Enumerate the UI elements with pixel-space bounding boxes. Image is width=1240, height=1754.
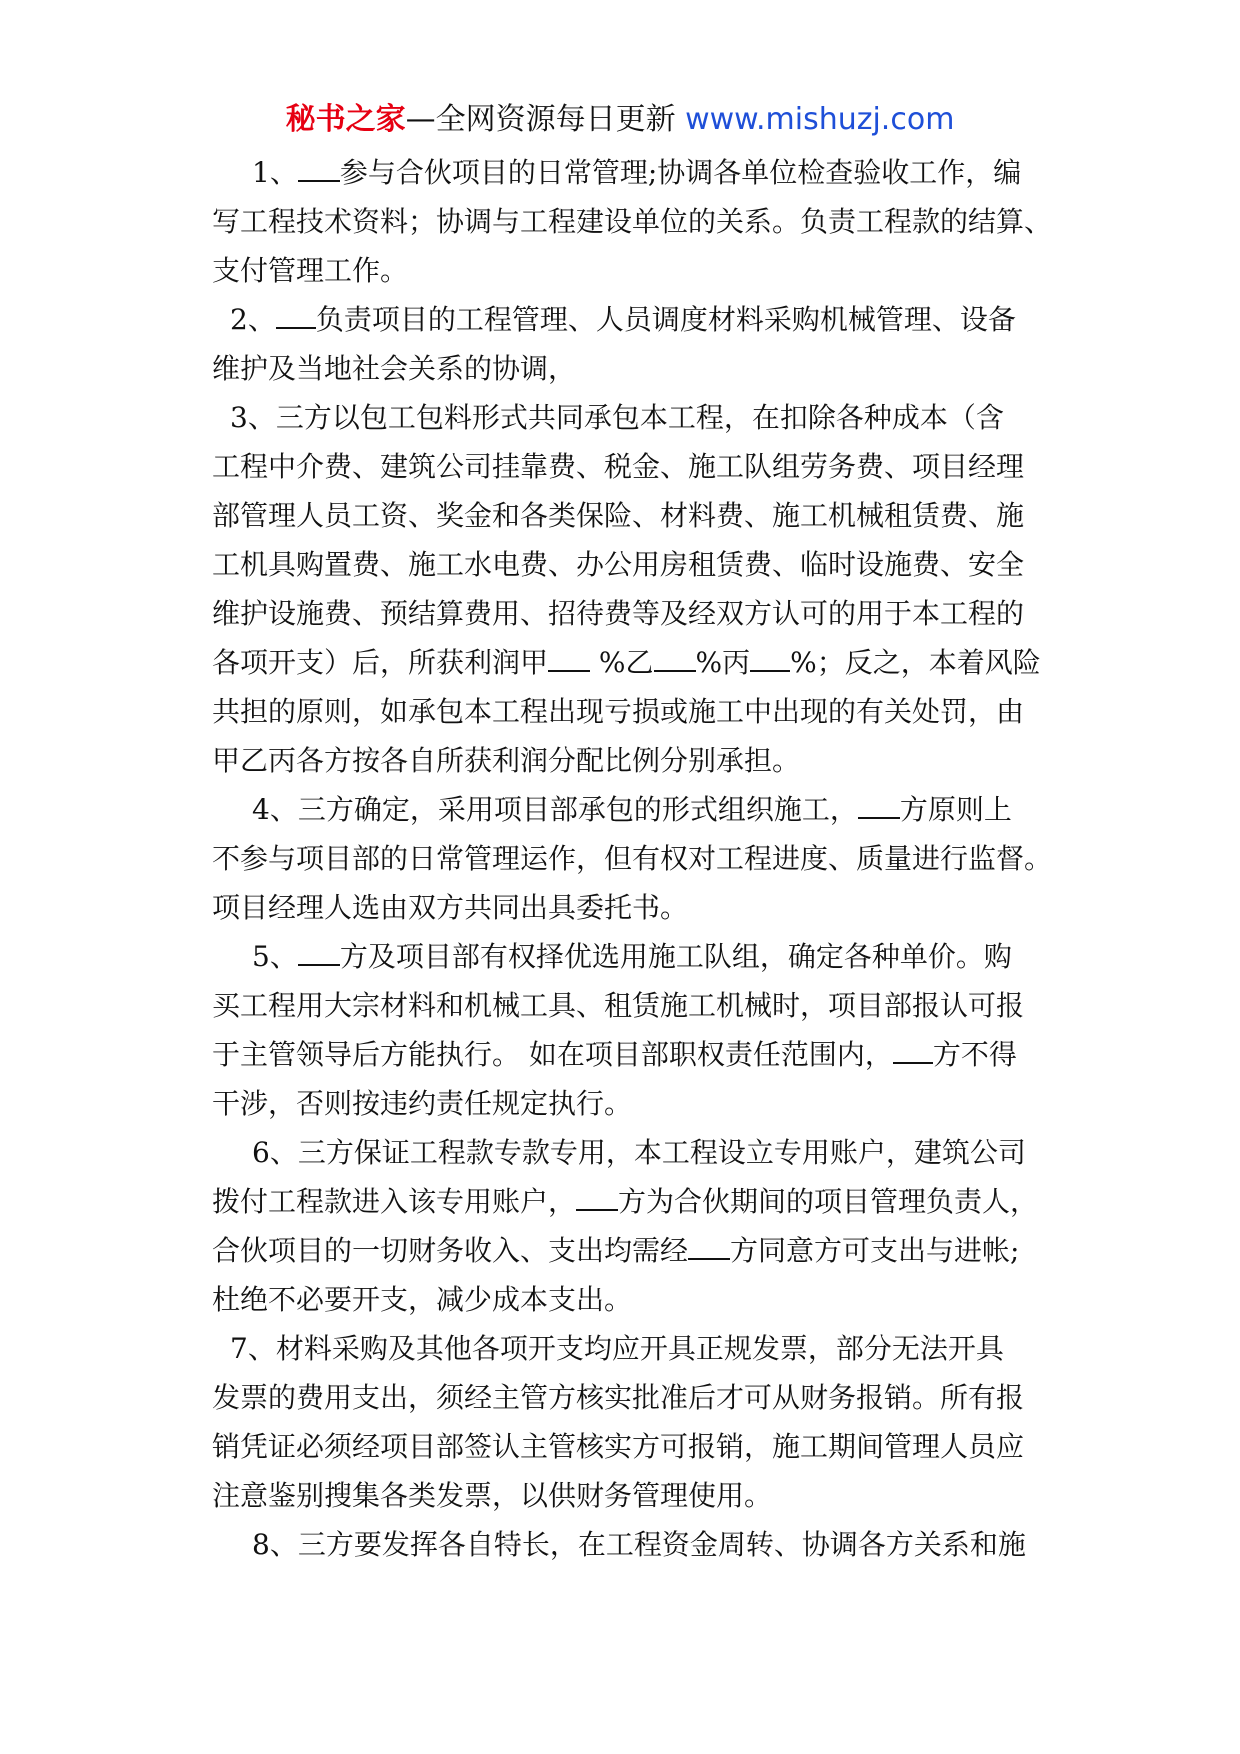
clause-3-line-2: 工程中介费、建筑公司挂靠费、税金、施工队组劳务费、项目经理 xyxy=(212,450,1025,483)
clause-7-line-2: 发票的费用支出，须经主管方核实批准后才可从财务报销。所有报 xyxy=(212,1381,1025,1414)
blank-field xyxy=(298,150,340,182)
clause-3-line-8: 甲乙丙各方按各自所获利润分配比例分别承担。 xyxy=(212,744,801,777)
clause-2-line-1: 2、 负责项目的工程管理、人员调度材料采购机械管理、设备 xyxy=(212,295,1072,344)
clause-1-line-2: 写工程技术资料；协调与工程建设单位的关系。负责工程款的结算、 xyxy=(212,205,1053,238)
clause-6-line-4: 杜绝不必要开支，减少成本支出。 xyxy=(212,1283,633,1316)
clause-5-line-2: 买工程用大宗材料和机械工具、租赁施工机械时，项目部报认可报 xyxy=(212,989,1025,1022)
clause-3-line-1: 3、三方以包工包料形式共同承包本工程，在扣除各种成本（含 xyxy=(230,401,1004,434)
clause-3-line-5: 维护设施费、预结算费用、招待费等及经双方认可的用于本工程的 xyxy=(212,597,1025,630)
clause-5-line-3: 于主管领导后方能执行。 如在项目部职权责任范围内， 方不得 xyxy=(212,1030,1072,1079)
clause-4-line-1: 4、三方确定，采用项目部承包的形式组织施工， 方原则上 xyxy=(212,785,1072,834)
clause-8-line-1: 8、三方要发挥各自特长，在工程资金周转、协调各方关系和施 xyxy=(252,1528,1026,1561)
clause-7-line-4: 注意鉴别搜集各类发票，以供财务管理使用。 xyxy=(212,1479,773,1512)
blank-field xyxy=(298,934,340,966)
clause-6-line-1: 6、三方保证工程款专款专用，本工程设立专用账户，建筑公司 xyxy=(252,1136,1026,1169)
clause-1-line-1: 1、 参与合伙项目的日常管理;协调各单位检查验收工作，编 xyxy=(212,148,1072,197)
blank-field xyxy=(858,787,900,819)
blank-field xyxy=(654,640,696,672)
site-slogan: —全网资源每日更新 xyxy=(405,102,676,137)
clause-3-line-7: 共担的原则，如承包本工程出现亏损或施工中出现的有关处罚，由 xyxy=(212,695,1025,728)
clause-3-line-3: 部管理人员工资、奖金和各类保险、材料费、施工机械租赁费、施 xyxy=(212,499,1025,532)
site-header xyxy=(0,100,1240,140)
clause-5-line-4: 干涉，否则按违约责任规定执行。 xyxy=(212,1087,633,1120)
blank-field xyxy=(276,297,316,329)
document-body xyxy=(212,148,1072,1569)
clause-6-line-2: 拨付工程款进入该专用账户， 方为合伙期间的项目管理负责人， xyxy=(212,1177,1072,1226)
site-brand: 秘书之家 xyxy=(285,102,406,137)
site-url-link[interactable]: www.mishuzj.com xyxy=(675,102,955,137)
clause-2-line-2: 维护及当地社会关系的协调， xyxy=(212,352,577,385)
clause-7-line-1: 7、材料采购及其他各项开支均应开具正规发票，部分无法开具 xyxy=(230,1332,1004,1365)
clause-3-line-6: 各项开支）后，所获利润甲 %乙 %丙 %；反之，本着风险 xyxy=(212,638,1072,687)
clause-7-line-3: 销凭证必须经项目部签认主管核实方可报销，施工期间管理人员应 xyxy=(212,1430,1025,1463)
blank-field xyxy=(893,1032,933,1064)
blank-field xyxy=(548,640,590,672)
clause-6-line-3: 合伙项目的一切财务收入、支出均需经 方同意方可支出与进帐; xyxy=(212,1226,1072,1275)
clause-3-line-4: 工机具购置费、施工水电费、办公用房租赁费、临时设施费、安全 xyxy=(212,548,1025,581)
clause-5-line-1: 5、 方及项目部有权择优选用施工队组，确定各种单价。购 xyxy=(212,932,1072,981)
clause-4-line-3: 项目经理人选由双方共同出具委托书。 xyxy=(212,891,689,924)
blank-field xyxy=(576,1179,618,1211)
clause-1-line-3: 支付管理工作。 xyxy=(212,254,409,287)
blank-field xyxy=(688,1228,730,1260)
blank-field xyxy=(750,640,790,672)
clause-4-line-2: 不参与项目部的日常管理运作，但有权对工程进度、质量进行监督。 xyxy=(212,842,1053,875)
